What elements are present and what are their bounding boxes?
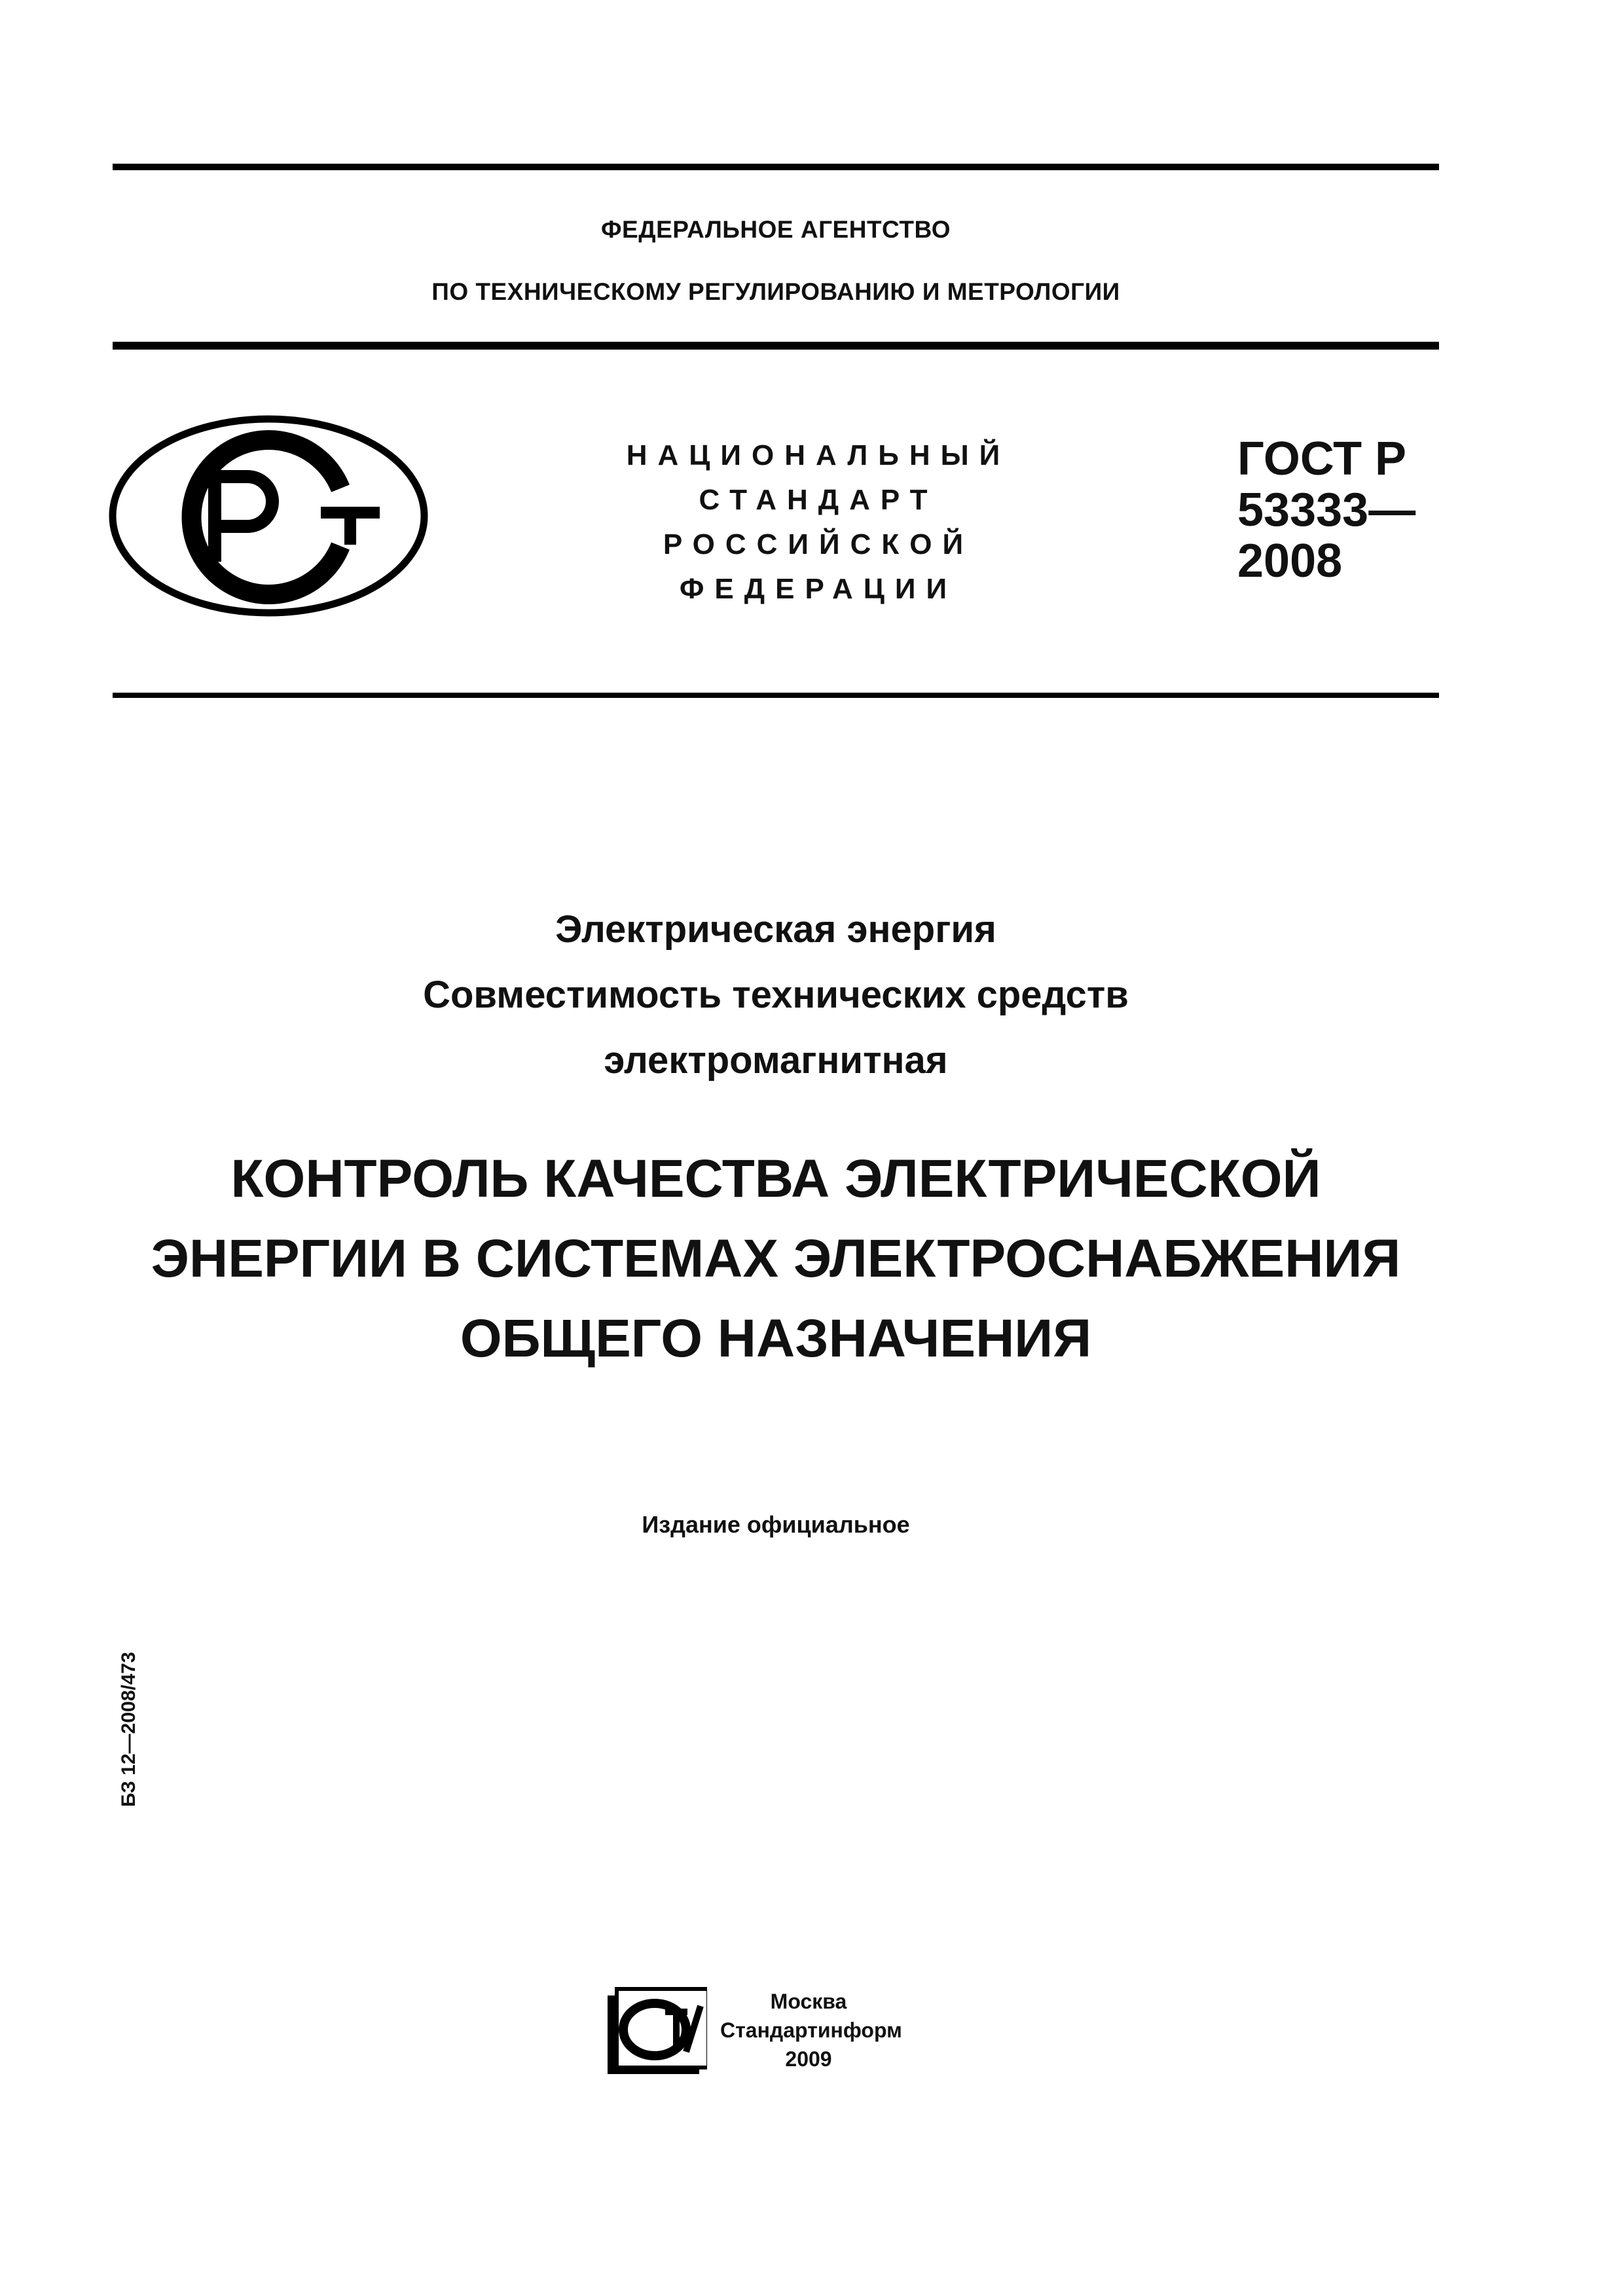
document-title (113, 1139, 1439, 1379)
designation-line-2: 53333— (1237, 484, 1416, 536)
side-code: БЗ 12—2008/473 (118, 1652, 139, 1807)
emblem-bottom-rule (113, 693, 1439, 698)
national-standard-heading (589, 433, 1048, 611)
subtitle-line-2: Совместимость технических средств (423, 974, 1129, 1016)
standartinform-logo-icon (602, 1984, 707, 2082)
subtitle-line-3: электромагнитная (604, 1039, 948, 1082)
title-line-3: ОБЩЕГО НАЗНАЧЕНИЯ (460, 1309, 1092, 1368)
publisher-city: Москва (770, 1990, 847, 2013)
rst-emblem-icon (105, 411, 432, 621)
subtitle-line-1: Электрическая энергия (555, 908, 996, 951)
document-subtitle (113, 897, 1439, 1093)
designation-line-3: 2008 (1237, 535, 1343, 587)
national-standard-line-4: ФЕДЕРАЦИИ (679, 573, 958, 605)
publisher-block (720, 1987, 902, 2073)
edition-note: Издание официальное (642, 1511, 910, 1538)
agency-line-2: ПО ТЕХНИЧЕСКОМУ РЕГУЛИРОВАНИЮ И МЕТРОЛОГИИ (431, 278, 1120, 305)
designation-line-1: ГОСТ Р (1237, 433, 1407, 485)
title-line-1: КОНТРОЛЬ КАЧЕСТВА ЭЛЕКТРИЧЕСКОЙ (230, 1149, 1321, 1209)
header-bottom-rule (113, 342, 1439, 350)
title-line-2: ЭНЕРГИИ В СИСТЕМАХ ЭЛЕКТРОСНАБЖЕНИЯ (151, 1229, 1401, 1288)
national-standard-line-1: НАЦИОНАЛЬНЫЙ (626, 439, 1011, 471)
top-rule (113, 164, 1439, 170)
publisher-name: Стандартинформ (720, 2018, 902, 2042)
national-standard-line-3: РОССИЙСКОЙ (663, 528, 974, 560)
agency-line-1: ФЕДЕРАЛЬНОЕ АГЕНТСТВО (600, 216, 951, 243)
national-standard-line-2: СТАНДАРТ (699, 484, 938, 516)
publisher-year: 2009 (785, 2047, 832, 2071)
standard-designation (1237, 433, 1415, 587)
